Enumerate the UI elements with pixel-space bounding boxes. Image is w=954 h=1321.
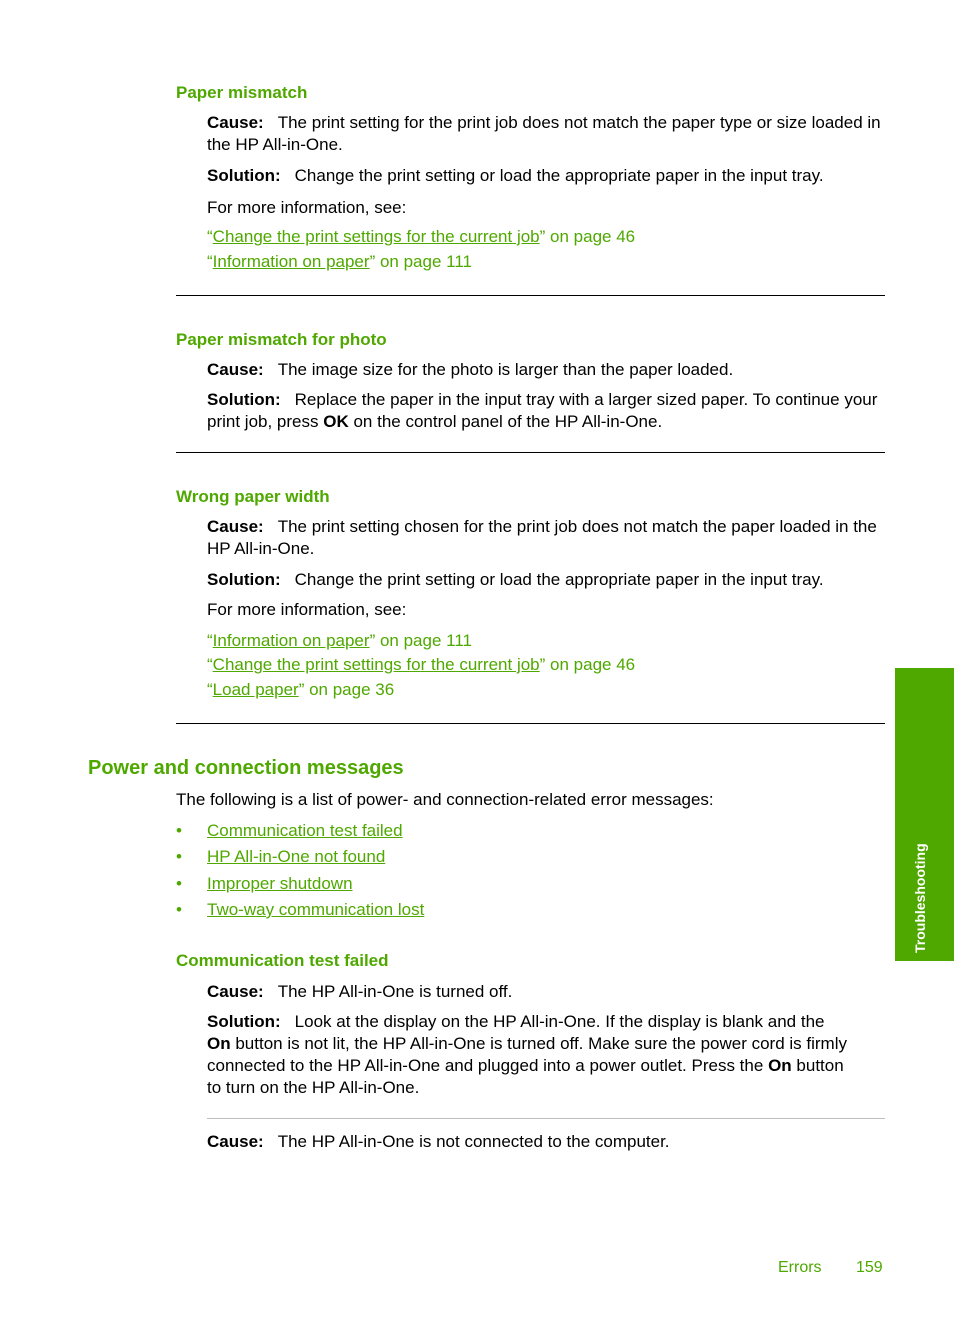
cause-divider (207, 1118, 885, 1119)
side-tab-label: Troubleshooting (912, 843, 928, 953)
bullet: • (176, 874, 182, 893)
link-improper-shutdown[interactable]: Improper shutdown (207, 874, 353, 893)
solution-label: Solution: (207, 166, 281, 185)
link-information-on-paper[interactable]: “Information on paper” on page 111 (207, 631, 472, 650)
solution-paragraph (207, 165, 887, 187)
heading-paper-mismatch: Paper mismatch (176, 83, 308, 102)
cause-text: The image size for the photo is larger than the paper loaded. (277, 360, 734, 379)
solution-label: Solution: (207, 1012, 281, 1031)
link-information-on-paper[interactable]: “Information on paper” on page 111 (207, 252, 472, 271)
cause-text: The print setting chosen for the print job does not match the paper loaded in the HP All-in-One. (207, 517, 877, 558)
cause-paragraph (207, 359, 887, 381)
link-two-way-communication-lost[interactable]: Two-way communication lost (207, 900, 425, 919)
solution-paragraph (207, 569, 887, 591)
solution-text: Change the print setting or load the appropriate paper in the input tray. (294, 166, 824, 185)
cause-paragraph (207, 1131, 887, 1153)
cause-text: The HP All-in-One is not connected to the computer. (277, 1132, 670, 1151)
cause-text: The print setting for the print job does not match the paper type or size loaded in the HP All-in-One. (207, 113, 881, 154)
link-load-paper[interactable]: “Load paper” on page 36 (207, 680, 395, 699)
solution-paragraph: Solution: Replace the paper in the input tray with a larger sized paper. To continue your print job, press OK on the control panel of the HP All-in-One. (207, 390, 878, 431)
link-hp-all-in-one-not-found[interactable]: HP All-in-One not found (207, 847, 386, 866)
cause-label: Cause: (207, 360, 264, 379)
heading-communication-test-failed: Communication test failed (176, 951, 389, 970)
cause-label: Cause: (207, 517, 264, 536)
bullet: • (176, 847, 182, 866)
more-info-text: For more information, see: (207, 198, 407, 217)
solution-label: Solution: (207, 570, 281, 589)
section-divider (176, 295, 885, 296)
more-info-text: For more information, see: (207, 600, 407, 619)
heading-wrong-paper-width: Wrong paper width (176, 487, 330, 506)
cause-paragraph (207, 516, 887, 560)
solution-text: Change the print setting or load the appropriate paper in the input tray. (294, 570, 824, 589)
heading-paper-mismatch-photo: Paper mismatch for photo (176, 330, 387, 349)
intro-text: The following is a list of power- and connection-related error messages: (176, 790, 714, 809)
bullet: • (176, 821, 182, 840)
footer-page-number: 159 (856, 1259, 883, 1276)
cause-label: Cause: (207, 982, 264, 1001)
cause-label: Cause: (207, 1132, 264, 1151)
solution-label: Solution: (207, 390, 281, 409)
cause-paragraph (207, 112, 887, 156)
heading-power-connection: Power and connection messages (88, 757, 404, 779)
section-divider (176, 723, 885, 724)
footer-section-name: Errors (778, 1259, 822, 1276)
cause-text: The HP All-in-One is turned off. (277, 982, 513, 1001)
section-divider (176, 452, 885, 453)
bullet: • (176, 900, 182, 919)
troubleshooting-side-tab (895, 668, 954, 961)
link-change-print-settings[interactable]: “Change the print settings for the current job” on page 46 (207, 655, 636, 674)
link-change-print-settings[interactable]: “Change the print settings for the current job” on page 46 (207, 227, 636, 246)
link-communication-test-failed[interactable]: Communication test failed (207, 821, 403, 840)
cause-label: Cause: (207, 113, 264, 132)
cause-paragraph (207, 981, 887, 1003)
solution-paragraph: Solution: Look at the display on the HP All-in-One. If the display is blank and the On button is not lit, the HP All-in-One is turned off. Make sure the power cord is firmly connected to the HP All-in-One and plugged into a power outlet. Press the On button to turn on the HP All-in-One. (207, 1012, 847, 1097)
